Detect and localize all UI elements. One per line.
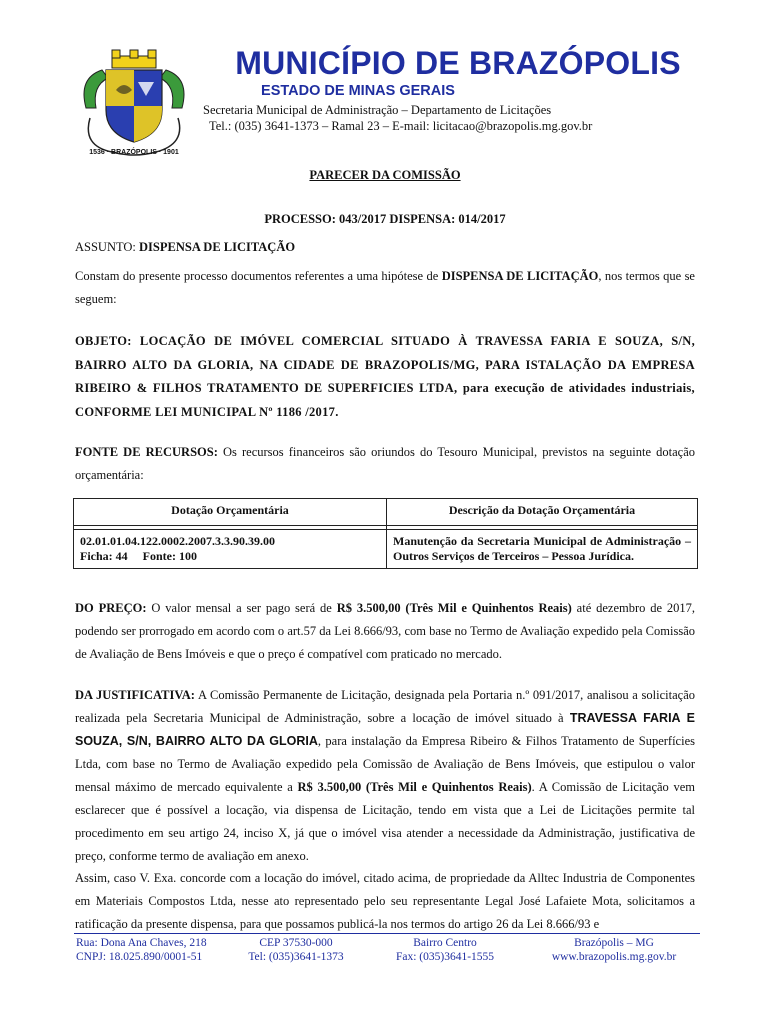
- constam-text: Constam do presente processo documentos referentes a uma hipótese de: [75, 269, 439, 283]
- ficha: Ficha: 44: [80, 549, 128, 563]
- assunto-line: [75, 236, 695, 259]
- fonte: Fonte: 100: [142, 549, 197, 563]
- footer-address: [76, 936, 216, 964]
- assunto-label: ASSUNTO:: [75, 240, 136, 254]
- objeto-paragraph: [75, 330, 695, 424]
- preco-tail: até dezembro de 2017, podendo ser prorrogado em acordo com o art.57 da Lei 8.666/93, com base no Termo de Avaliação expedido pela Comissão de Avaliação de Bens Imóveis e que o preço é compatível com praticado no mercado.: [75, 601, 696, 661]
- ficha-fonte-line: [80, 549, 380, 564]
- preco-value: R$ 3.500,00 (Três Mil e Quinhentos Reais): [336, 601, 572, 615]
- footer-phone: [236, 936, 356, 964]
- process-number: PROCESSO: 043/2017 DISPENSA: 014/2017: [264, 212, 506, 226]
- justificativa-paragraph: [75, 684, 695, 868]
- budget-code-cell: [74, 530, 387, 569]
- contact-line: Tel.: (035) 3641-1373 – Ramal 23 – E-mail: licitacao@brazopolis.mg.gov.br: [209, 119, 593, 133]
- constam-bold: DISPENSA DE LICITAÇÃO: [441, 269, 599, 283]
- document-title: PARECER DA COMISSÃO: [309, 168, 461, 182]
- budget-table: [73, 498, 698, 569]
- budget-code: 02.01.01.04.122.0002.2007.3.3.90.39.00: [80, 534, 275, 548]
- preco-label: DO PREÇO:: [75, 601, 147, 615]
- assunto-value: DISPENSA DE LICITAÇÃO: [139, 240, 296, 254]
- objeto-text: OBJETO: LOCAÇÃO DE IMÓVEL COMERCIAL SITUADO À TRAVESSA FARIA E SOUZA, S/N, BAIRRO ALTO DA GLORIA, NA CIDADE DE BRAZOPOLIS/MG, PARA ISTALAÇÃO DA EMPRESA RIBEIRO & FILHOS TRATAMENTO DE SUPERFICIES LTDA: [75, 334, 695, 395]
- table-header-descricao: Descrição da Dotação Orçamentária: [387, 499, 698, 526]
- table-row: [74, 530, 698, 569]
- footer-bairro: Bairro Centro: [413, 937, 477, 949]
- state-name: ESTADO DE MINAS GERAIS: [261, 83, 455, 99]
- seal-text: 1536 · BRAZÓPOLIS · 1901: [89, 149, 179, 156]
- fonte-paragraph: [75, 441, 695, 487]
- constam-tail: , nos termos que se seguem:: [75, 269, 695, 306]
- preco-text: O valor mensal a ser pago será de: [151, 601, 332, 615]
- justificativa-text-2: , para instalação da Empresa Ribeiro & Filhos Tratamento de Superfícies Ltda, com base no Termo de Avaliação expedido pela Comissão de Avaliação de Bens Imóveis, que estipulou o valor mensal máximo de mercado equivalente a: [75, 734, 695, 794]
- municipality-title: MUNICÍPIO DE BRAZÓPOLIS: [235, 45, 681, 81]
- justificativa-address: TRAVESSA FARIA E SOUZA, S/N, BAIRRO ALTO DA GLORIA: [75, 711, 695, 748]
- municipal-seal-icon: [72, 48, 196, 160]
- footer-city: [528, 936, 700, 964]
- footer-cnpj: CNPJ: 18.025.890/0001-51: [76, 951, 203, 963]
- preco-paragraph: [75, 597, 695, 666]
- justificativa-text: A Comissão Permanente de Licitação, designada pela Portaria n.º 091/2017, analisou a solicitação realizada pela Secretaria Municipal de Administração, sobre a locação de imóvel situado à: [75, 688, 696, 725]
- footer-cep: CEP 37530-000: [259, 937, 333, 949]
- department-line: Secretaria Municipal de Administração – Departamento de Licitações: [203, 103, 552, 117]
- footer-city-name: Brazópolis – MG: [574, 937, 654, 949]
- fonte-label: FONTE DE RECURSOS:: [75, 445, 218, 459]
- footer-street: Rua: Dona Ana Chaves, 218: [76, 937, 207, 949]
- footer-fax: Fax: (035)3641-1555: [395, 951, 495, 963]
- budget-description: Manutenção da Secretaria Municipal de Administração – Outros Serviços de Terceiros – Pessoa Jurídica.: [387, 530, 698, 569]
- justificativa-label: DA JUSTIFICATIVA:: [75, 688, 195, 702]
- objeto-tail: , para execução de atividades industriais, CONFORME LEI MUNICIPAL Nº 1186 /2017.: [75, 381, 695, 419]
- justificativa-value: R$ 3.500,00 (Três Mil e Quinhentos Reais): [297, 780, 532, 794]
- footer-district: [380, 936, 510, 964]
- assim-paragraph: Assim, caso V. Exa. concorde com a locação do imóvel, citado acima, de propriedade da Alltec Industria de Componentes em Materiais Compostos Ltda, nesse ato representado pelo seu representante Legal José Lafaiete Mota, solicitamos a ratificação da presente dispensa, para que possamos publicá-la nos termos do artigo 26 da Lei 8.666/93 e: [75, 871, 695, 931]
- table-header-dotacao: Dotação Orçamentária: [74, 499, 387, 526]
- footer-tel: Tel: (035)3641-1373: [248, 951, 344, 963]
- footer-website[interactable]: www.brazopolis.mg.gov.br: [551, 951, 677, 963]
- fonte-text: Os recursos financeiros são oriundos do Tesouro Municipal, previstos na seguinte dotação orçamentária:: [75, 445, 695, 482]
- justificativa-text-3: . A Comissão de Licitação vem esclarecer que é possível a locação, via dispensa de Licitação, tendo em vista que a Lei de Licitações permite tal procedimento em seu artigo 24, inciso X, já que o imóvel visa atender a necessidade da Administração, justificativa de preço, conforme termo de avaliação em anexo.: [75, 780, 695, 863]
- constam-paragraph: [75, 265, 695, 311]
- footer-divider: [74, 933, 700, 934]
